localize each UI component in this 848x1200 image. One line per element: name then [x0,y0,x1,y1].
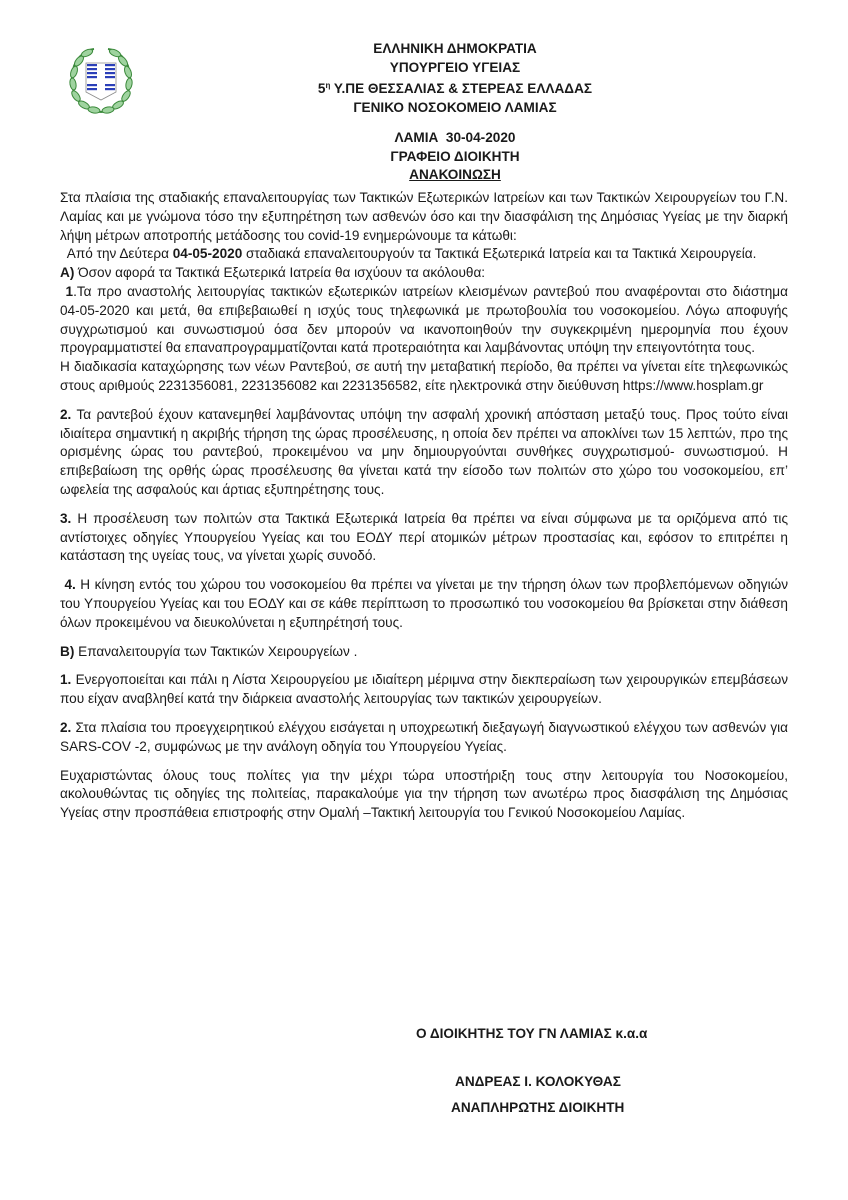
section-b-item-2: 2. Στα πλαίσια του προεγχειρητικού ελέγχου εισάγεται η υποχρεωτική διεξαγωγή διαγνωστικού ελέγχου των ασθενών για SARS-COV -2, συμφώνως με την ανάλογη οδηγία του Υπουργείου Υγείας. [60,719,788,754]
header-ministry: ΥΠΟΥΡΓΕΙΟ ΥΓΕΙΑΣ [389,59,521,75]
booking-paragraph: Η διαδικασία καταχώρησης των νέων Ραντεβού, σε αυτή την μεταβατική περίοδο, θα πρέπει να γίνεται είτε τηλεφωνικώς στους αριθμούς 2231356081, 2231356082 και 2231356582, είτε ηλεκτρονικά στην διεύθυνση https://www.hosplam.gr [60,359,788,393]
signature-name: ΑΝΔΡΕΑΣ Ι. ΚΟΛΟΚΥΘΑΣ [455,1074,621,1089]
section-a-item-3: 3. Η προσέλευση των πολιτών στα Τακτικά Εξωτερικά Ιατρεία θα πρέπει να είναι σύμφωνα με τα οριζόμενα από τις αντίστοιχες οδηγίες Υπουργείου Υγείας και του ΕΟΔΥ περί ατομικών μέτρων προστασίας και, εφόσον το επιτρέπει η κατάσταση της υγείας τους, να γίνεται χωρίς συνοδό. [60,510,788,564]
section-b-heading: Β) Επαναλειτουργία των Τακτικών Χειρουργείων . [60,643,358,659]
header-health-region: $5^\eta$ Υ.ΠΕ ΘΕΣΣΑΛΙΑΣ & ΣΤΕΡΕΑΣ ΕΛΛΑΔΑΣ [317,81,593,96]
header-date: ΛΑΜΙΑ 30-04-2020 [394,130,516,145]
header-hospital: ΓΕΝΙΚΟ ΝΟΣΟΚΟΜΕΙΟ ΛΑΜΙΑΣ [353,99,557,115]
section-b-item-1: 1. Ενεργοποιείται και πάλι η Λίστα Χειρουργείου με ιδιαίτερη μέριμνα στην διεκπεραίωση των χειρουργικών επεμβάσεων που είχαν αναβληθεί κατά την διάρκεια αναστολής λειτουργίας των τακτικών χειρουργείων. [60,672,788,707]
header-republic: ΕΛΛΗΝΙΚΗ ΔΗΜΟΚΡΑΤΙΑ [373,41,537,56]
intro-paragraph: Στα πλαίσια της σταδιακής επαναλειτουργίας των Τακτικών Εξωτερικών Ιατρείων και των Τακτικών Χειρουργείων του Γ.Ν. Λαμίας και με γνώμονα τόσο την εξυπηρέτηση των ασθενών όσο και την διασφάλιση της Δημόσιας Υγείας με την διαρκή λήψη μέτρων αποτροπής μετάδοσης του covid-19 ενημερώνουμε τα κάτωθι: [60,190,788,243]
start-paragraph: Από την Δεύτερα 04-05-2020 σταδιακά επαναλειτουργούν τα Τακτικά Εξωτερικά Ιατρεία και τα Τακτικά Χειρουργεία. [60,246,757,262]
document-header [230,40,680,185]
section-a-item-2: 2. Τα ραντεβού έχουν κατανεμηθεί λαμβάνοντας υπόψη την ασφαλή χρονική απόσταση μεταξύ τους. Προς τούτο είναι ιδιαίτερα σημαντική η ακριβής τήρηση της ώρας προσέλευσης, η οποία δεν πρέπει να αποκλίνει των 15 λεπτών, προ της ορισμένης ώρας του ραντεβού, προκειμένου να μην δημιουργούνται συνθήκες συγχρωτισμού- συνωστισμού. Η επιβεβαίωση της ορθής ώρας προσέλευσης θα γίνεται κατά την είσοδο των πολιτών στο χώρο του νοσοκομείου, επ’ ωφελεία της ασφαλούς και άρτιας εξυπηρέτησης τους. [60,406,788,497]
greek-coat-of-arms-icon [64,44,138,118]
start-date: 04-05-2020 [172,246,243,262]
document-body [60,189,788,823]
header-office: ΓΡΑΦΕΙΟ ΔΙΟΙΚΗΤΗ [390,148,520,164]
signature-title: ΑΝΑΠΛΗΡΩΤΗΣ ΔΙΟΙΚΗΤΗ [451,1100,625,1115]
section-a-item-4: 4. Η κίνηση εντός του χώρου του νοσοκομείου θα πρέπει να γίνεται με την τήρηση όλων των προβλεπόμενων οδηγιών του Υπουργείου Υγείας και του ΕΟΔΥ και σε κάθε περίπτωση το προσωπικό του νοσοκομείου θα βρίσκεται στην διάθεση όλων προκειμένου να διευκολύνεται η εξυπηρέτησή τους. [60,577,788,630]
signature-role: Ο ΔΙΟΙΚΗΤΗΣ ΤΟΥ ΓΝ ΛΑΜΙΑΣ κ.α.α [416,1026,648,1041]
document-title: ΑΝΑΚΟΙΝΩΣΗ [409,167,501,182]
section-a-heading: Α) Όσον αφορά τα Τακτικά Εξωτερικά Ιατρεία θα ισχύουν τα ακόλουθα: [60,265,486,281]
closing-paragraph: Ευχαριστώντας όλους τους πολίτες για την μέχρι τώρα υποστήριξη τους στην λειτουργία του Νοσοκομείου, ακολουθώντας τις οδηγίες της πολιτείας, παρακαλούμε για την τήρηση των ανωτέρω προς διασφάλιση της Δημόσιας Υγείας στην προσπάθεια επιστροφής στην Ομαλή –Τακτική λειτουργία του Γενικού Νοσοκομείου Λαμίας. [60,767,788,821]
section-a-item-1: 1.Τα προ αναστολής λειτουργίας τακτικών εξωτερικών ιατρείων κλεισμένων ραντεβού που αναφέρονται στο διάστημα 04-05-2020 και μετά, θα επιβεβαιωθεί η ισχύς τους τηλεφωνικά με πρωτοβουλία του νοσοκομείου. Λόγω αποφυγής συγχρωτισμού και συνωστισμού όσα δεν μπορούν να ικανοποιηθούν την συγκεκριμένη ημερομηνία που έχουν προγραμματιστεί θα επαναπρογραμματίζονται κατά προτεραιότητα και λαμβάνοντας υπόψη την επειγοντότητα τους. [60,283,788,356]
